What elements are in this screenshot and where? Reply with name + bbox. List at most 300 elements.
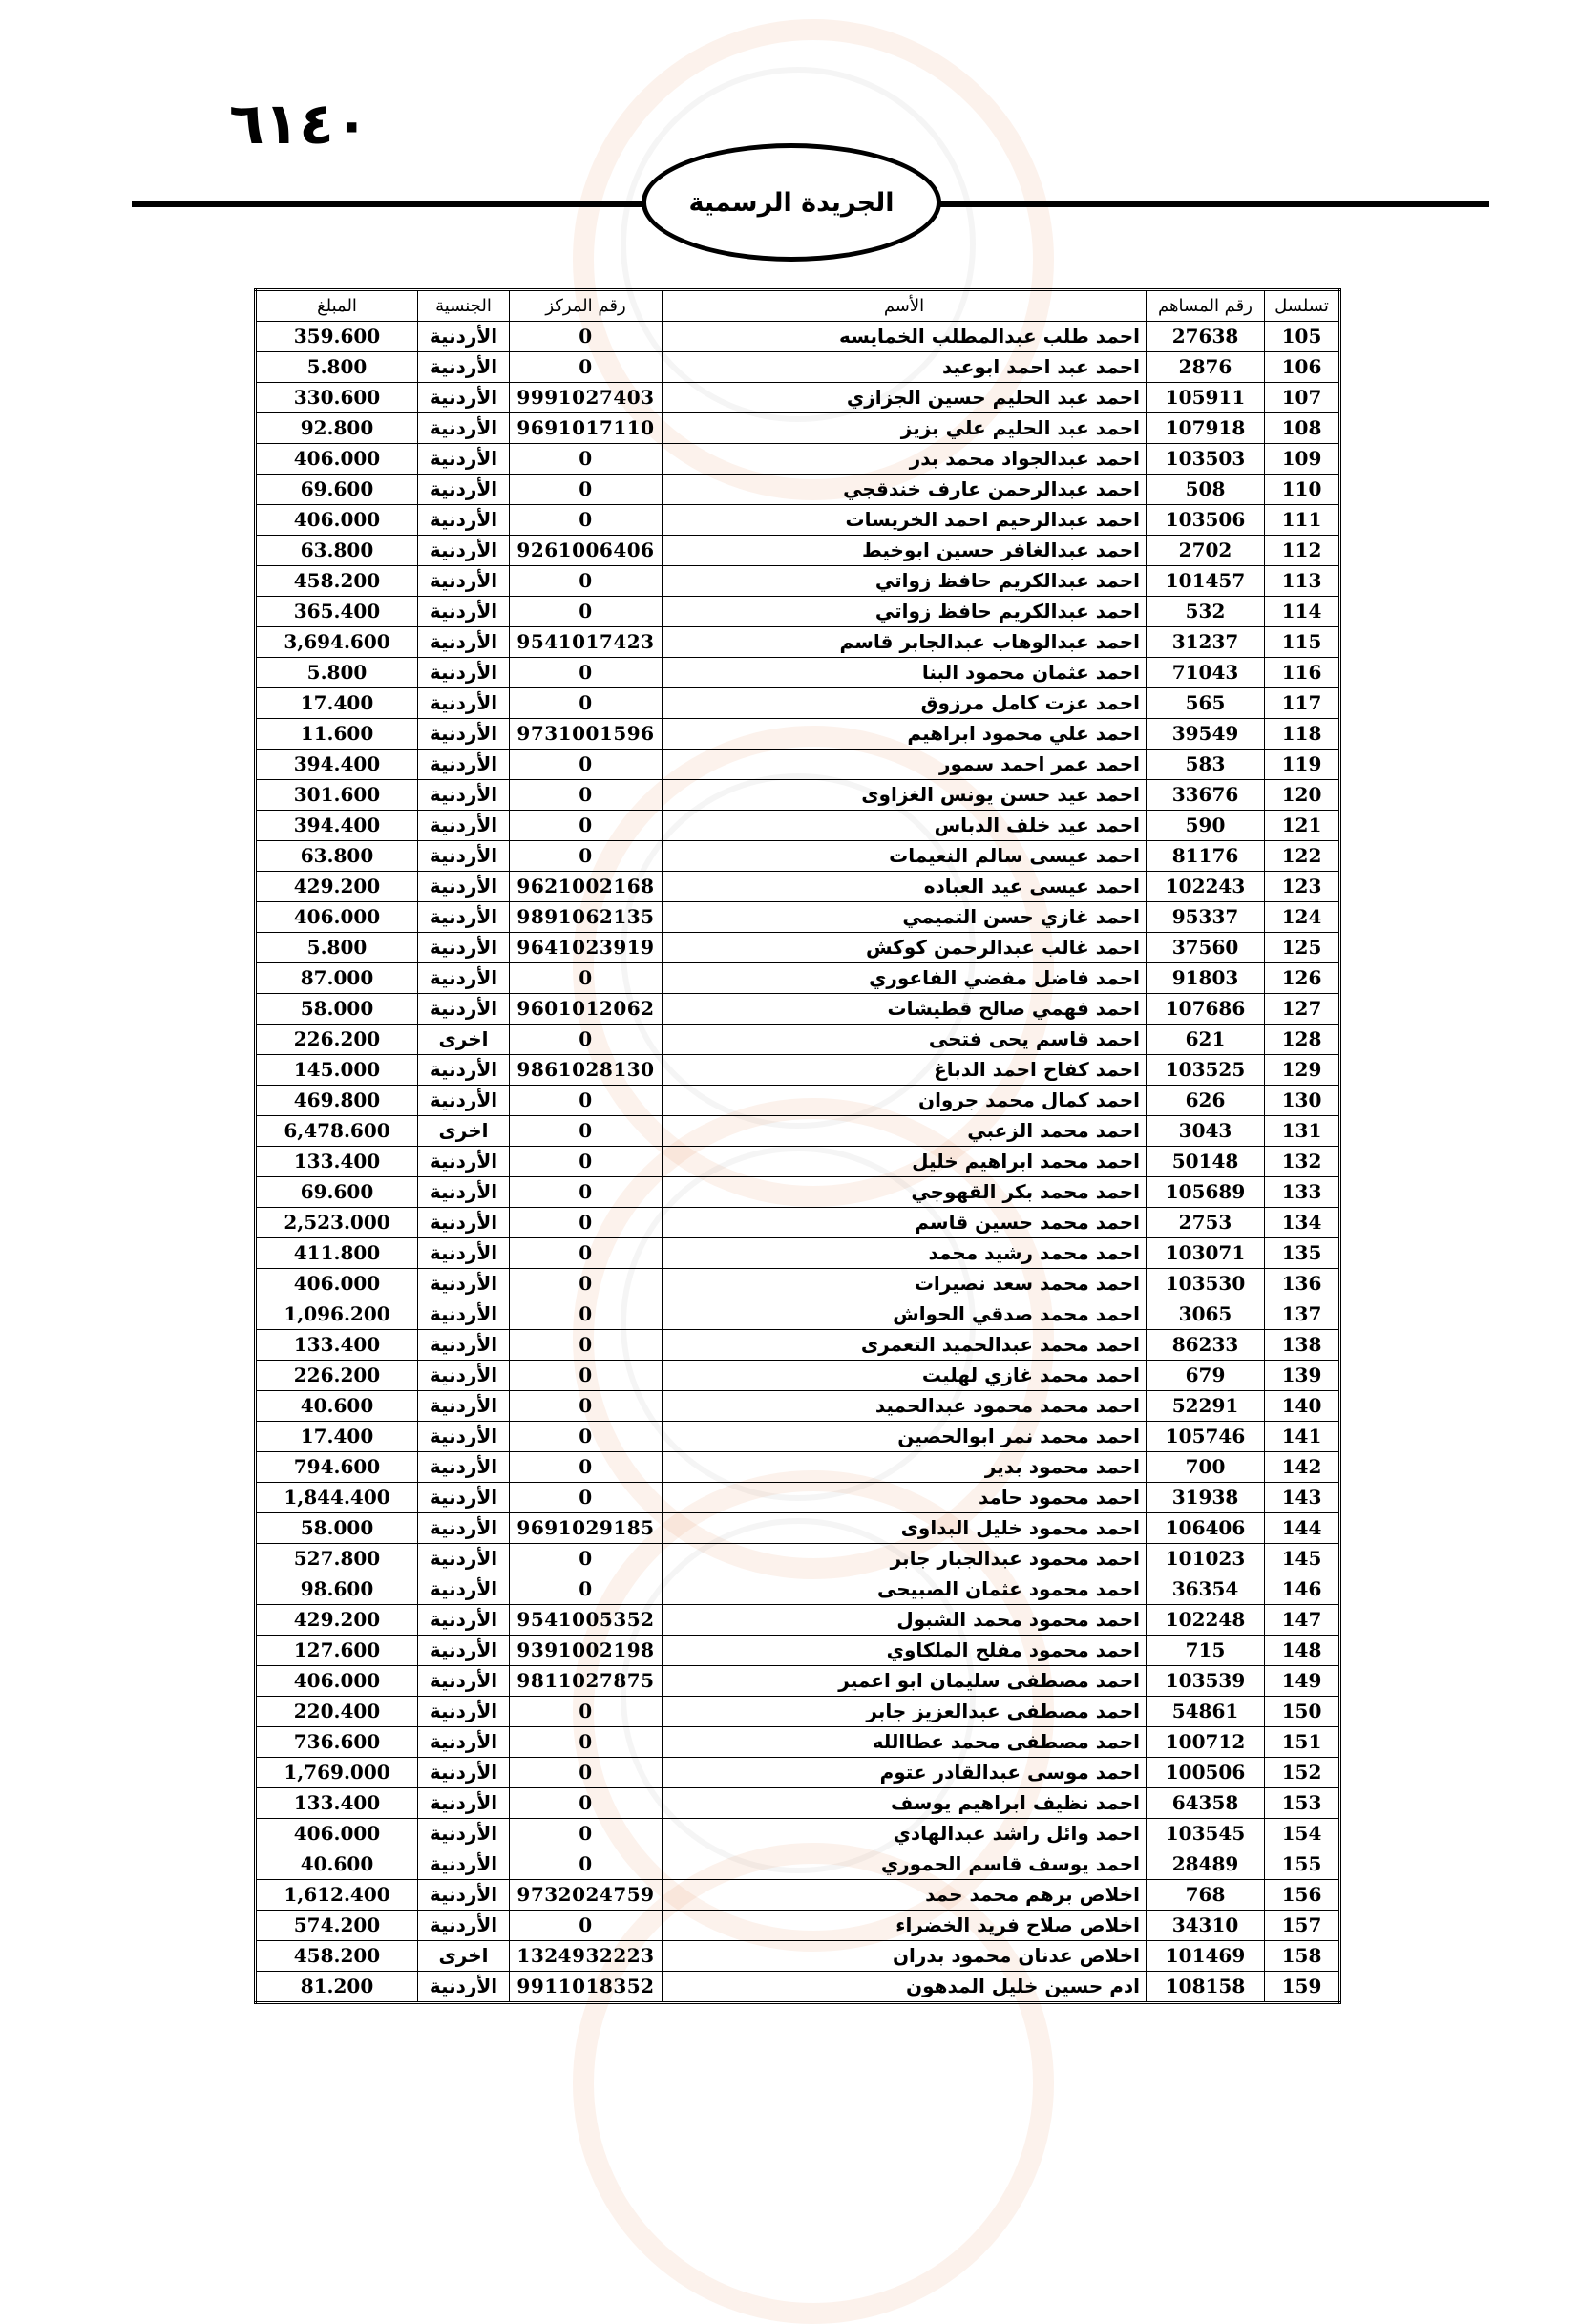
cell-name: احمد محمد الزعبي [663,1116,1147,1147]
cell-amount: 469.800 [256,1086,418,1116]
cell-nationality: الأردنية [418,536,510,566]
cell-nationality: الأردنية [418,719,510,750]
cell-nationality: الأردنية [418,1177,510,1208]
cell-center-number: 9261006406 [510,536,663,566]
cell-center-number: 0 [510,1727,663,1758]
cell-amount: 406.000 [256,1269,418,1299]
cell-nationality: الأردنية [418,1574,510,1605]
cell-shareholder-number: 33676 [1147,780,1265,811]
cell-serial: 154 [1265,1819,1340,1849]
cell-center-number: 9732024759 [510,1880,663,1911]
cell-center-number: 0 [510,963,663,994]
cell-nationality: الأردنية [418,1483,510,1513]
table-row [256,688,1340,719]
cell-nationality: الأردنية [418,322,510,352]
cell-nationality: الأردنية [418,475,510,505]
table-row [256,536,1340,566]
cell-amount: 6,478.600 [256,1116,418,1147]
table-row [256,933,1340,963]
cell-center-number: 0 [510,1116,663,1147]
cell-name: احمد محمود عبدالجبار جابر [663,1544,1147,1574]
table-row [256,505,1340,536]
cell-nationality: الأردنية [418,1849,510,1880]
cell-serial: 121 [1265,811,1340,841]
cell-shareholder-number: 565 [1147,688,1265,719]
column-header-shareholder-number: رقم المساهم [1147,290,1265,322]
cell-amount: 458.200 [256,566,418,597]
cell-center-number: 0 [510,1330,663,1361]
cell-shareholder-number: 715 [1147,1636,1265,1666]
cell-nationality: الأردنية [418,597,510,627]
cell-serial: 131 [1265,1116,1340,1147]
cell-amount: 226.200 [256,1025,418,1055]
cell-name: احمد محمد رشيد محمد [663,1238,1147,1269]
table-row [256,1055,1340,1086]
cell-serial: 152 [1265,1758,1340,1788]
cell-shareholder-number: 100506 [1147,1758,1265,1788]
table-row [256,750,1340,780]
cell-nationality: الأردنية [418,1911,510,1941]
cell-serial: 139 [1265,1361,1340,1391]
cell-serial: 153 [1265,1788,1340,1819]
column-header-center-number: رقم المركز [510,290,663,322]
cell-name: احمد عبدالرحيم احمد الخريسات [663,505,1147,536]
cell-shareholder-number: 101469 [1147,1941,1265,1972]
cell-amount: 40.600 [256,1849,418,1880]
cell-shareholder-number: 101023 [1147,1544,1265,1574]
cell-name: احمد طلب عبدالمطلب الخمايسه [663,322,1147,352]
table-body [256,322,1340,2003]
cell-name: احمد محمود عثمان الصبيحى [663,1574,1147,1605]
cell-amount: 133.400 [256,1788,418,1819]
cell-center-number: 0 [510,1177,663,1208]
cell-name: احمد عيد حسن يونس الغزاوى [663,780,1147,811]
cell-name: احمد محمد سعد نصيرات [663,1269,1147,1299]
cell-amount: 330.600 [256,383,418,413]
cell-serial: 136 [1265,1269,1340,1299]
cell-name: اخلاص برهم محمد حمد [663,1880,1147,1911]
cell-center-number: 0 [510,1911,663,1941]
cell-serial: 159 [1265,1972,1340,2003]
cell-name: احمد فاضل مفضي الفاعوري [663,963,1147,994]
column-header-serial: تسلسل [1265,290,1340,322]
cell-shareholder-number: 107918 [1147,413,1265,444]
cell-serial: 116 [1265,658,1340,688]
table-row [256,1758,1340,1788]
cell-nationality: الأردنية [418,1819,510,1849]
cell-shareholder-number: 107686 [1147,994,1265,1025]
cell-amount: 226.200 [256,1361,418,1391]
cell-name: احمد عبدالغافر حسين ابوخيط [663,536,1147,566]
cell-nationality: الأردنية [418,1605,510,1636]
cell-amount: 406.000 [256,1666,418,1697]
cell-name: احمد عبد احمد ابوعيد [663,352,1147,383]
cell-nationality: الأردنية [418,1513,510,1544]
cell-center-number: 0 [510,505,663,536]
cell-nationality: الأردنية [418,933,510,963]
cell-name: احمد محمود حامد [663,1483,1147,1513]
cell-serial: 135 [1265,1238,1340,1269]
cell-name: احمد عبدالوهاب عبدالجابر قاسم [663,627,1147,658]
cell-center-number: 0 [510,1574,663,1605]
cell-name: احمد علي محمود ابراهيم [663,719,1147,750]
cell-shareholder-number: 508 [1147,475,1265,505]
cell-shareholder-number: 91803 [1147,963,1265,994]
cell-nationality: الأردنية [418,1299,510,1330]
cell-name: احمد محمد غازي لهليت [663,1361,1147,1391]
table-row [256,1330,1340,1361]
cell-center-number: 0 [510,1238,663,1269]
table-row [256,1483,1340,1513]
cell-amount: 5.800 [256,352,418,383]
cell-amount: 394.400 [256,811,418,841]
cell-serial: 110 [1265,475,1340,505]
cell-serial: 133 [1265,1177,1340,1208]
cell-shareholder-number: 679 [1147,1361,1265,1391]
cell-amount: 429.200 [256,872,418,902]
shareholders-table [254,288,1341,2004]
cell-name: احمد كمال محمد جروان [663,1086,1147,1116]
cell-center-number: 0 [510,352,663,383]
cell-shareholder-number: 3043 [1147,1116,1265,1147]
cell-name: احمد عبدالكريم حافظ زواتي [663,566,1147,597]
cell-nationality: الأردنية [418,1391,510,1422]
cell-nationality: الأردنية [418,1238,510,1269]
cell-serial: 142 [1265,1452,1340,1483]
cell-serial: 137 [1265,1299,1340,1330]
cell-serial: 134 [1265,1208,1340,1238]
cell-nationality: الأردنية [418,1208,510,1238]
cell-center-number: 0 [510,1788,663,1819]
cell-amount: 1,769.000 [256,1758,418,1788]
cell-shareholder-number: 3065 [1147,1299,1265,1330]
cell-name: احمد عيد خلف الدباس [663,811,1147,841]
cell-amount: 69.600 [256,1177,418,1208]
cell-serial: 151 [1265,1727,1340,1758]
cell-serial: 105 [1265,322,1340,352]
cell-center-number: 0 [510,1697,663,1727]
cell-amount: 411.800 [256,1238,418,1269]
cell-center-number: 0 [510,1819,663,1849]
cell-name: احمد فهمي صالح قطيشات [663,994,1147,1025]
cell-nationality: الأردنية [418,1269,510,1299]
table-row [256,1605,1340,1636]
cell-center-number: 9691029185 [510,1513,663,1544]
cell-center-number: 0 [510,566,663,597]
cell-nationality: الأردنية [418,1452,510,1483]
cell-name: احمد محمود خليل البداوى [663,1513,1147,1544]
cell-center-number: 0 [510,1758,663,1788]
cell-center-number: 9911018352 [510,1972,663,2003]
table-row [256,902,1340,933]
page-number: ٦١٤٠ [229,91,369,158]
cell-center-number: 9891062135 [510,902,663,933]
cell-nationality: الأردنية [418,1972,510,2003]
cell-serial: 145 [1265,1544,1340,1574]
table-row [256,963,1340,994]
table-row [256,1666,1340,1697]
cell-amount: 58.000 [256,1513,418,1544]
cell-serial: 148 [1265,1636,1340,1666]
cell-serial: 120 [1265,780,1340,811]
cell-name: احمد محمد عبدالحميد التعمرى [663,1330,1147,1361]
cell-center-number: 0 [510,780,663,811]
cell-center-number: 0 [510,1483,663,1513]
cell-name: احمد محمد نمر ابوالحصين [663,1422,1147,1452]
cell-nationality: الأردنية [418,1880,510,1911]
cell-name: احمد مصطفى محمد عطاالله [663,1727,1147,1758]
cell-amount: 69.600 [256,475,418,505]
cell-amount: 458.200 [256,1941,418,1972]
cell-shareholder-number: 2753 [1147,1208,1265,1238]
table-row [256,1574,1340,1605]
cell-shareholder-number: 103506 [1147,505,1265,536]
cell-serial: 117 [1265,688,1340,719]
cell-shareholder-number: 100712 [1147,1727,1265,1758]
cell-name: احمد عثمان محمود البنا [663,658,1147,688]
cell-center-number: 0 [510,322,663,352]
table-row [256,1238,1340,1269]
cell-shareholder-number: 2876 [1147,352,1265,383]
cell-amount: 145.000 [256,1055,418,1086]
cell-amount: 2,523.000 [256,1208,418,1238]
cell-serial: 118 [1265,719,1340,750]
cell-amount: 736.600 [256,1727,418,1758]
cell-serial: 127 [1265,994,1340,1025]
cell-amount: 406.000 [256,505,418,536]
cell-serial: 106 [1265,352,1340,383]
cell-serial: 112 [1265,536,1340,566]
table-row [256,1208,1340,1238]
cell-center-number: 9621002168 [510,872,663,902]
cell-name: احمد عيسى سالم النعيمات [663,841,1147,872]
cell-shareholder-number: 52291 [1147,1391,1265,1422]
cell-name: احمد غازي حسن التميمي [663,902,1147,933]
table-row [256,1086,1340,1116]
cell-serial: 144 [1265,1513,1340,1544]
table-row [256,597,1340,627]
cell-shareholder-number: 86233 [1147,1330,1265,1361]
cell-amount: 406.000 [256,444,418,475]
table-row [256,1880,1340,1911]
cell-center-number: 0 [510,1361,663,1391]
cell-nationality: الأردنية [418,413,510,444]
cell-center-number: 9991027403 [510,383,663,413]
cell-nationality: الأردنية [418,1697,510,1727]
cell-shareholder-number: 54861 [1147,1697,1265,1727]
cell-name: احمد محمد ابراهيم خليل [663,1147,1147,1177]
cell-serial: 130 [1265,1086,1340,1116]
cell-nationality: الأردنية [418,658,510,688]
cell-center-number: 0 [510,1391,663,1422]
cell-name: احمد عبدالكريم حافظ زواتي [663,597,1147,627]
cell-center-number: 0 [510,811,663,841]
cell-serial: 126 [1265,963,1340,994]
cell-name: احمد نظيف ابراهيم يوسف [663,1788,1147,1819]
cell-shareholder-number: 626 [1147,1086,1265,1116]
cell-amount: 133.400 [256,1147,418,1177]
cell-amount: 406.000 [256,902,418,933]
table-row [256,1727,1340,1758]
cell-shareholder-number: 102248 [1147,1605,1265,1636]
cell-shareholder-number: 103071 [1147,1238,1265,1269]
cell-center-number: 0 [510,1299,663,1330]
cell-serial: 125 [1265,933,1340,963]
cell-center-number: 0 [510,1208,663,1238]
cell-center-number: 0 [510,1147,663,1177]
cell-shareholder-number: 101457 [1147,566,1265,597]
column-header-name: الأسم [663,290,1147,322]
cell-serial: 157 [1265,1911,1340,1941]
cell-shareholder-number: 34310 [1147,1911,1265,1941]
cell-name: احمد عمر احمد سمور [663,750,1147,780]
cell-nationality: الأردنية [418,780,510,811]
table-row [256,1361,1340,1391]
gazette-title: الجريدة الرسمية [688,187,895,218]
cell-serial: 129 [1265,1055,1340,1086]
cell-name: احمد محمود محمد الشبول [663,1605,1147,1636]
table-row [256,780,1340,811]
cell-serial: 140 [1265,1391,1340,1422]
table-header-row [256,290,1340,322]
cell-shareholder-number: 102243 [1147,872,1265,902]
cell-serial: 158 [1265,1941,1340,1972]
cell-amount: 429.200 [256,1605,418,1636]
cell-shareholder-number: 700 [1147,1452,1265,1483]
cell-center-number: 0 [510,658,663,688]
cell-serial: 128 [1265,1025,1340,1055]
cell-center-number: 0 [510,750,663,780]
cell-center-number: 9391002198 [510,1636,663,1666]
cell-shareholder-number: 95337 [1147,902,1265,933]
cell-name: احمد قاسم يحى فتحى [663,1025,1147,1055]
cell-shareholder-number: 50148 [1147,1147,1265,1177]
table-row [256,1025,1340,1055]
cell-shareholder-number: 36354 [1147,1574,1265,1605]
cell-nationality: الأردنية [418,1147,510,1177]
cell-center-number: 0 [510,597,663,627]
table-row [256,475,1340,505]
cell-shareholder-number: 39549 [1147,719,1265,750]
cell-center-number: 0 [510,1544,663,1574]
cell-center-number: 9541017423 [510,627,663,658]
cell-shareholder-number: 621 [1147,1025,1265,1055]
cell-shareholder-number: 37560 [1147,933,1265,963]
cell-shareholder-number: 71043 [1147,658,1265,688]
table-row [256,1452,1340,1483]
cell-amount: 40.600 [256,1391,418,1422]
cell-amount: 63.800 [256,841,418,872]
cell-name: احمد عبد الحليم علي بزيز [663,413,1147,444]
cell-amount: 301.600 [256,780,418,811]
cell-amount: 133.400 [256,1330,418,1361]
cell-shareholder-number: 583 [1147,750,1265,780]
table-row [256,383,1340,413]
cell-name: اخلاص عدنان محمود بدران [663,1941,1147,1972]
table-row [256,1697,1340,1727]
cell-amount: 1,096.200 [256,1299,418,1330]
table-row [256,322,1340,352]
cell-name: احمد عبدالرحمن عارف خندقجي [663,475,1147,505]
cell-name: احمد عبد الحليم حسين الجزازي [663,383,1147,413]
column-header-amount: المبلغ [256,290,418,322]
cell-amount: 220.400 [256,1697,418,1727]
cell-shareholder-number: 103530 [1147,1269,1265,1299]
cell-serial: 111 [1265,505,1340,536]
cell-nationality: الأردنية [418,352,510,383]
cell-nationality: الأردنية [418,566,510,597]
table-row [256,811,1340,841]
cell-name: احمد عبدالجواد محمد بدر [663,444,1147,475]
cell-serial: 122 [1265,841,1340,872]
cell-amount: 63.800 [256,536,418,566]
cell-nationality: الأردنية [418,811,510,841]
cell-nationality: الأردنية [418,902,510,933]
cell-serial: 119 [1265,750,1340,780]
cell-serial: 108 [1265,413,1340,444]
cell-name: احمد محمد بكر القهوجي [663,1177,1147,1208]
cell-serial: 146 [1265,1574,1340,1605]
cell-center-number: 0 [510,475,663,505]
cell-shareholder-number: 590 [1147,811,1265,841]
table-row [256,1177,1340,1208]
cell-amount: 17.400 [256,688,418,719]
cell-nationality: اخرى [418,1025,510,1055]
cell-name: احمد محمود مفلح الملكاوي [663,1636,1147,1666]
cell-nationality: الأردنية [418,1055,510,1086]
cell-name: احمد عيسى عيد العباده [663,872,1147,902]
cell-amount: 87.000 [256,963,418,994]
cell-amount: 394.400 [256,750,418,780]
cell-name: احمد مصطفى عبدالعزيز جابر [663,1697,1147,1727]
cell-name: احمد كفاح احمد الدباغ [663,1055,1147,1086]
cell-shareholder-number: 103539 [1147,1666,1265,1697]
cell-amount: 1,612.400 [256,1880,418,1911]
cell-shareholder-number: 27638 [1147,322,1265,352]
cell-name: احمد غالب عبدالرحمن كوكش [663,933,1147,963]
cell-nationality: الأردنية [418,1666,510,1697]
cell-amount: 574.200 [256,1911,418,1941]
cell-serial: 149 [1265,1666,1340,1697]
cell-nationality: الأردنية [418,872,510,902]
table-row [256,1544,1340,1574]
cell-shareholder-number: 103545 [1147,1819,1265,1849]
cell-amount: 17.400 [256,1422,418,1452]
cell-nationality: الأردنية [418,1636,510,1666]
cell-shareholder-number: 28489 [1147,1849,1265,1880]
table-row [256,1391,1340,1422]
cell-nationality: الأردنية [418,1544,510,1574]
cell-nationality: الأردنية [418,1788,510,1819]
cell-name: ادم حسين خليل المدهون [663,1972,1147,2003]
cell-shareholder-number: 105746 [1147,1422,1265,1452]
cell-shareholder-number: 103525 [1147,1055,1265,1086]
cell-serial: 124 [1265,902,1340,933]
cell-amount: 406.000 [256,1819,418,1849]
table-row [256,1269,1340,1299]
cell-center-number: 0 [510,1422,663,1452]
cell-shareholder-number: 103503 [1147,444,1265,475]
table-row [256,1788,1340,1819]
cell-shareholder-number: 31237 [1147,627,1265,658]
cell-serial: 115 [1265,627,1340,658]
table-row [256,872,1340,902]
cell-shareholder-number: 64358 [1147,1788,1265,1819]
cell-center-number: 1324932223 [510,1941,663,1972]
cell-serial: 156 [1265,1880,1340,1911]
cell-nationality: الأردنية [418,444,510,475]
cell-serial: 114 [1265,597,1340,627]
